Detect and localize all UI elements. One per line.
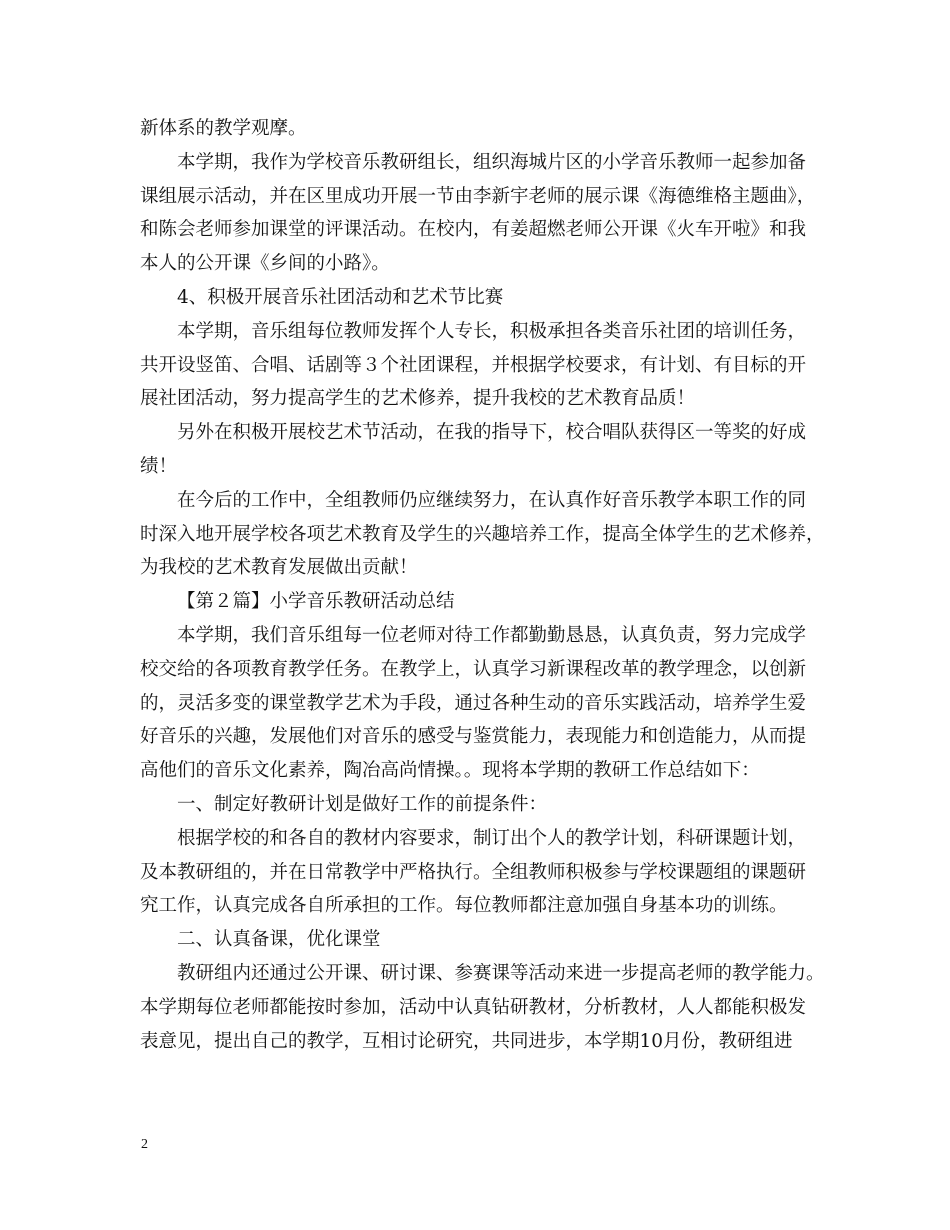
paragraph-first-line: 另外在积极开展校艺术节活动，在我的指导下，校合唱队获得区一等奖的好成 — [177, 422, 807, 444]
paragraph-first-line: 教研组内还通过公开课、研讨课、参赛课等活动来进一步提高老师的教学能力。 — [177, 962, 825, 984]
text-line: 好音乐的兴趣，发展他们对音乐的感受与鉴赏能力，表现能力和创造能力，从而提 — [140, 726, 807, 748]
text-line: 及本教研组的，并在日常教学中严格执行。全组教师积极参与学校课题组的课题研 — [140, 861, 807, 883]
text-line: 时深入地开展学校各项艺术教育及学生的兴趣培养工作，提高全体学生的艺术修养， — [140, 523, 825, 545]
text-line: 高他们的音乐文化素养，陶冶高尚情操。。现将本学期的教研工作总结如下： — [140, 760, 760, 782]
text-line: 课组展示活动，并在区里成功开展一节由李新宇老师的展示课《海德维格主题曲》， — [140, 185, 816, 207]
text-line: 和陈会老师参加课堂的评课活动。在校内，有姜超燃老师公开课《火车开啦》和我 — [140, 219, 807, 241]
document-body — [140, 112, 825, 1058]
section-heading: 一、制定好教研计划是做好工作的前提条件： — [177, 793, 548, 815]
section-heading: 4、积极开展音乐社团活动和艺术节比赛 — [177, 286, 504, 308]
text-line: 展社团活动，努力提高学生的艺术修养，提升我校的艺术教育品质！ — [140, 388, 696, 410]
page-number: 2 — [141, 1137, 148, 1152]
paragraph-first-line: 本学期，我们音乐组每一位老师对待工作都勤勤恳恳，认真负责，努力完成学 — [177, 624, 807, 646]
paragraph-first-line: 根据学校的和各自的教材内容要求，制订出个人的教学计划，科研课题计划， — [177, 827, 807, 849]
text-line: 新体系的教学观摩。 — [140, 118, 307, 139]
paragraph-first-line: 本学期，我作为学校音乐教研组长，组织海城片区的小学音乐教师一起参加备 — [177, 151, 807, 173]
text-line: 绩！ — [140, 455, 178, 477]
text-line: 校交给的各项教育教学任务。在教学上，认真学习新课程改革的教学理念，以创新 — [140, 658, 807, 680]
section-heading: 二、认真备课，优化课堂 — [177, 929, 381, 951]
text-line: 的，灵活多变的课堂教学艺术为手段，通过各种生动的音乐实践活动，培养学生爱 — [140, 692, 807, 714]
paragraph-first-line: 本学期，音乐组每位教师发挥个人专长，积极承担各类音乐社团的培训任务， — [177, 320, 807, 342]
text-line: 本学期每位老师都能按时参加，活动中认真钻研教材，分析教材，人人都能积极发 — [140, 996, 807, 1018]
text-line: 为我校的艺术教育发展做出贡献！ — [140, 557, 418, 579]
text-line: 共开设竖笛、合唱、话剧等３个社团课程，并根据学校要求，有计划、有目标的开 — [140, 354, 807, 376]
paragraph-first-line: 在今后的工作中，全组教师仍应继续努力，在认真作好音乐教学本职工作的同 — [177, 489, 807, 511]
text-line: 究工作，认真完成各自所承担的工作。每位教师都注意加强自身基本功的训练。 — [140, 895, 788, 917]
text-line: 本人的公开课《乡间的小路》。 — [140, 253, 390, 275]
article-title: 【第２篇】小学音乐教研活动总结 — [177, 591, 455, 613]
text-line: 表意见，提出自己的教学，互相讨论研究，共同进步，本学期10月份，教研组进 — [140, 1030, 793, 1052]
